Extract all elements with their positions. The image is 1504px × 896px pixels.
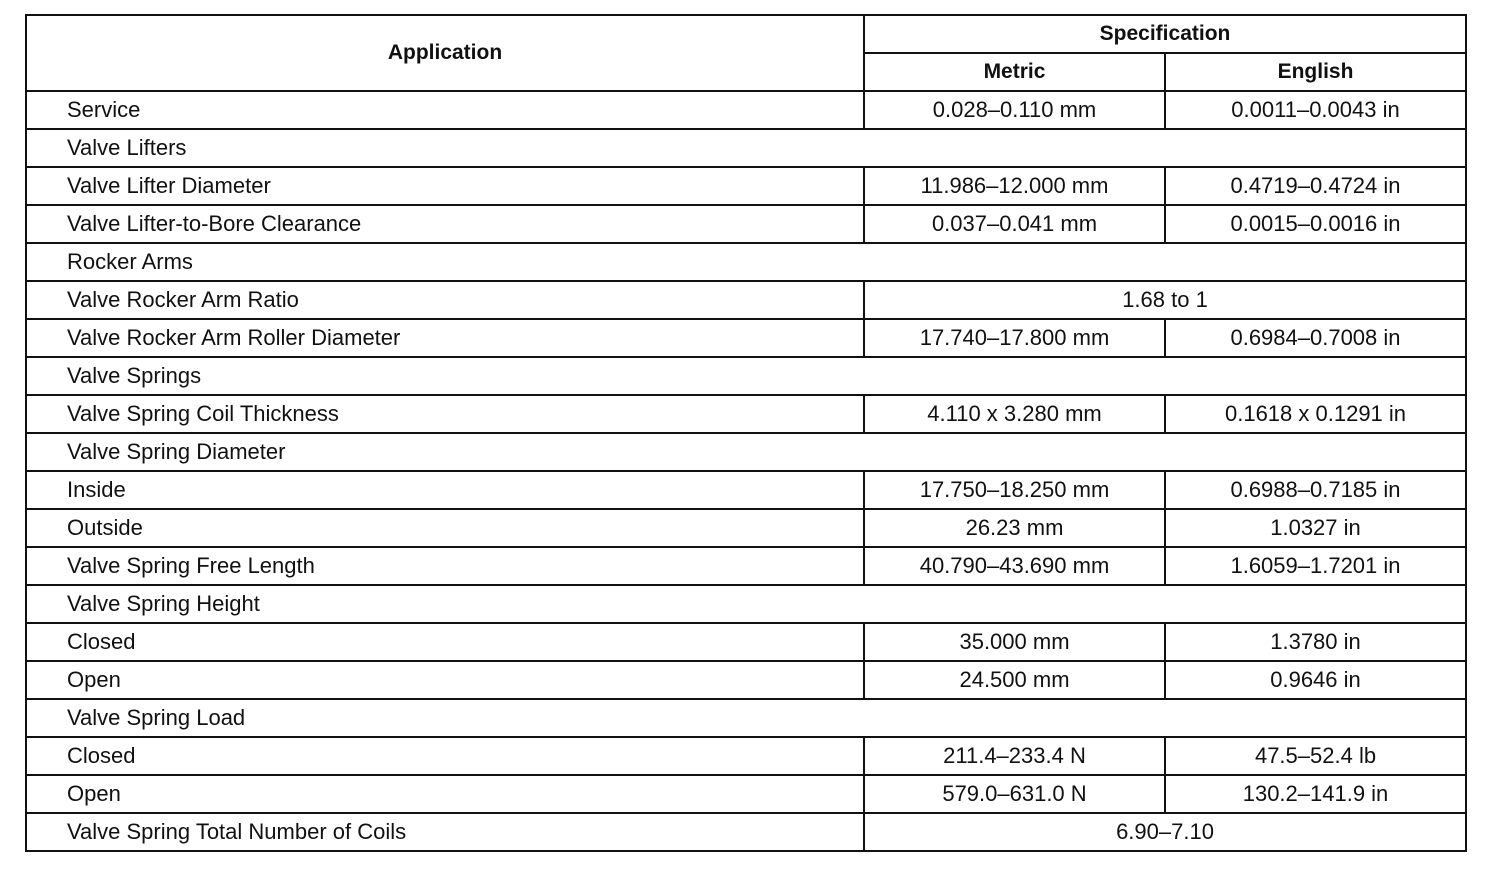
table-row (26, 737, 1466, 775)
section-row (26, 129, 1466, 167)
specification-cell: 1.68 to 1 (864, 281, 1466, 319)
table-row (26, 661, 1466, 699)
application-cell: Valve Spring Coil Thickness (26, 395, 864, 433)
section-label: Valve Lifters (26, 129, 1466, 167)
application-header: Application (26, 15, 864, 91)
english-cell: 130.2–141.9 in (1165, 775, 1466, 813)
application-cell: Inside (26, 471, 864, 509)
application-cell: Open (26, 661, 864, 699)
english-cell: 0.9646 in (1165, 661, 1466, 699)
metric-cell: 0.028–0.110 mm (864, 91, 1165, 129)
application-cell: Valve Rocker Arm Roller Diameter (26, 319, 864, 357)
metric-cell: 35.000 mm (864, 623, 1165, 661)
section-row (26, 357, 1466, 395)
metric-cell: 4.110 x 3.280 mm (864, 395, 1165, 433)
section-row (26, 699, 1466, 737)
application-cell: Open (26, 775, 864, 813)
metric-cell: 211.4–233.4 N (864, 737, 1165, 775)
application-cell: Closed (26, 623, 864, 661)
table-row (26, 205, 1466, 243)
application-cell: Valve Rocker Arm Ratio (26, 281, 864, 319)
english-cell: 0.0011–0.0043 in (1165, 91, 1466, 129)
table-row (26, 775, 1466, 813)
table-row (26, 167, 1466, 205)
section-label: Valve Spring Diameter (26, 433, 1466, 471)
section-row (26, 243, 1466, 281)
english-cell: 1.6059–1.7201 in (1165, 547, 1466, 585)
table-row (26, 509, 1466, 547)
table-row (26, 471, 1466, 509)
table-header (26, 15, 1466, 91)
section-label: Valve Spring Height (26, 585, 1466, 623)
specification-table (25, 14, 1467, 852)
specification-cell: 6.90–7.10 (864, 813, 1466, 851)
metric-cell: 26.23 mm (864, 509, 1165, 547)
table-row (26, 281, 1466, 319)
table-row (26, 547, 1466, 585)
application-cell: Closed (26, 737, 864, 775)
english-cell: 1.0327 in (1165, 509, 1466, 547)
table-row (26, 623, 1466, 661)
metric-cell: 24.500 mm (864, 661, 1165, 699)
table-row (26, 91, 1466, 129)
application-cell: Valve Spring Free Length (26, 547, 864, 585)
metric-cell: 0.037–0.041 mm (864, 205, 1165, 243)
english-header: English (1165, 53, 1466, 91)
section-label: Valve Springs (26, 357, 1466, 395)
section-label: Rocker Arms (26, 243, 1466, 281)
english-cell: 0.6984–0.7008 in (1165, 319, 1466, 357)
english-cell: 0.0015–0.0016 in (1165, 205, 1466, 243)
application-cell: Valve Lifter Diameter (26, 167, 864, 205)
specification-header: Specification (864, 15, 1466, 53)
english-cell: 1.3780 in (1165, 623, 1466, 661)
metric-header: Metric (864, 53, 1165, 91)
table-row (26, 813, 1466, 851)
english-cell: 0.1618 x 0.1291 in (1165, 395, 1466, 433)
header-row-top (26, 15, 1466, 53)
section-row (26, 585, 1466, 623)
table-row (26, 319, 1466, 357)
metric-cell: 17.740–17.800 mm (864, 319, 1165, 357)
section-row (26, 433, 1466, 471)
metric-cell: 11.986–12.000 mm (864, 167, 1165, 205)
section-label: Valve Spring Load (26, 699, 1466, 737)
application-cell: Valve Spring Total Number of Coils (26, 813, 864, 851)
metric-cell: 17.750–18.250 mm (864, 471, 1165, 509)
application-cell: Valve Lifter-to-Bore Clearance (26, 205, 864, 243)
metric-cell: 579.0–631.0 N (864, 775, 1165, 813)
english-cell: 0.4719–0.4724 in (1165, 167, 1466, 205)
table-row (26, 395, 1466, 433)
application-cell: Outside (26, 509, 864, 547)
table-body (26, 91, 1466, 851)
application-cell: Service (26, 91, 864, 129)
english-cell: 47.5–52.4 lb (1165, 737, 1466, 775)
english-cell: 0.6988–0.7185 in (1165, 471, 1466, 509)
metric-cell: 40.790–43.690 mm (864, 547, 1165, 585)
